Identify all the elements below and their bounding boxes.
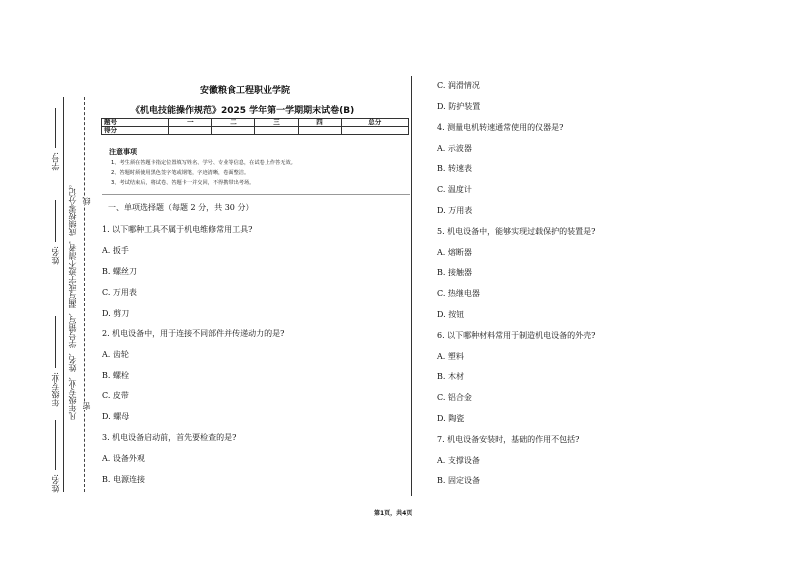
score-table-score-row bbox=[102, 127, 409, 135]
option-text: C. 万用表 bbox=[102, 288, 137, 297]
score-table bbox=[101, 118, 409, 135]
note-item: 1、考生须在答题卡指定位置填写姓名、学号、专业等信息，在试卷上作答无效。 bbox=[111, 160, 296, 166]
question-text: 1. 以下哪种工具不属于机电维修常用工具? bbox=[102, 225, 253, 234]
score-cell[interactable] bbox=[341, 127, 408, 135]
option-text: D. 防护装置 bbox=[437, 102, 481, 111]
score-cell[interactable] bbox=[298, 127, 341, 135]
option-text: A. 塑料 bbox=[437, 352, 464, 361]
column-separator bbox=[411, 76, 412, 496]
option-text: C. 热继电器 bbox=[437, 289, 480, 298]
notes-title: 注意事项 bbox=[109, 148, 137, 156]
score-table-header-row bbox=[102, 119, 409, 127]
score-cell: 一 bbox=[169, 119, 212, 127]
option-text: D. 按钮 bbox=[437, 310, 465, 319]
option-text: B. 螺栓 bbox=[102, 371, 129, 380]
option-text: C. 铝合金 bbox=[437, 393, 472, 402]
option-text: A. 支撑设备 bbox=[437, 456, 480, 465]
option-text: B. 接触器 bbox=[437, 268, 472, 277]
option-text: B. 电源连接 bbox=[102, 475, 145, 484]
name-label: 姓名: bbox=[51, 246, 60, 265]
option-text: D. 陶瓷 bbox=[437, 414, 465, 423]
option-text: D. 螺母 bbox=[102, 412, 130, 421]
option-text: B. 木材 bbox=[437, 372, 464, 381]
seal-dashed-line bbox=[84, 97, 85, 492]
page-number: 第1页，共4页 bbox=[374, 510, 413, 517]
section-heading: 一、单项选择题（每题 2 分，共 30 分） bbox=[108, 203, 254, 212]
option-text: A. 熔断器 bbox=[437, 248, 472, 257]
question-text: 3. 机电设备启动前，首先要检查的是? bbox=[102, 433, 237, 442]
option-text: C. 温度计 bbox=[437, 185, 472, 194]
score-cell[interactable] bbox=[212, 127, 255, 135]
question-text: 4. 测量电机转速通常使用的仪器是? bbox=[437, 123, 564, 132]
name-underline bbox=[55, 200, 56, 242]
option-text: A. 扳手 bbox=[102, 246, 129, 255]
option-text: A. 齿轮 bbox=[102, 350, 129, 359]
question-text: 2. 机电设备中，用于连接不同部件并传递动力的是? bbox=[102, 329, 285, 338]
school-name: 安徽粮食工程职业学院 bbox=[200, 86, 291, 96]
seal-line-mark: 线 bbox=[82, 197, 91, 205]
option-text: B. 螺丝刀 bbox=[102, 267, 137, 276]
option-text: C. 皮带 bbox=[102, 391, 129, 400]
question-text: 6. 以下哪种材料常用于制造机电设备的外壳? bbox=[437, 331, 596, 340]
score-cell: 三 bbox=[255, 119, 298, 127]
question-text: 5. 机电设备中，能够实现过载保护的装置是? bbox=[437, 227, 596, 236]
option-text: B. 转速表 bbox=[437, 164, 472, 173]
student-id-label: 学号: bbox=[51, 152, 60, 171]
seal-dense-mark: 密 bbox=[82, 402, 91, 410]
grade-major-underline bbox=[55, 316, 56, 368]
option-text: D. 万用表 bbox=[437, 206, 473, 215]
score-cell: 二 bbox=[212, 119, 255, 127]
section-divider bbox=[102, 194, 410, 195]
grade-major-label: 年级专业: bbox=[51, 372, 60, 407]
score-cell: 得分 bbox=[102, 127, 169, 135]
score-cell: 题号 bbox=[102, 119, 169, 127]
score-cell[interactable] bbox=[255, 127, 298, 135]
student-id-underline bbox=[55, 108, 56, 148]
signature-underline bbox=[55, 420, 56, 470]
exam-title: 《机电技能操作规范》2025 学年第一学期期末试卷(B) bbox=[131, 106, 355, 116]
option-text: B. 固定设备 bbox=[437, 476, 480, 485]
option-text: D. 剪刀 bbox=[102, 309, 130, 318]
note-item: 2、答题时须使用黑色签字笔或钢笔，字迹清晰，卷面整洁。 bbox=[111, 170, 250, 176]
option-text: C. 润滑情况 bbox=[437, 81, 480, 90]
seal-warning-text: 凡年级专业、姓名、学号错写、漏写或字迹不清者，成绩按零分记。 bbox=[68, 180, 77, 420]
signature-label: 姓名: bbox=[51, 474, 60, 493]
score-cell: 总分 bbox=[341, 119, 408, 127]
note-item: 3、考试结束后，将试卷、答题卡一并交回，不得携带出考场。 bbox=[111, 180, 255, 186]
option-text: A. 设备外观 bbox=[102, 454, 145, 463]
option-text: A. 示波器 bbox=[437, 144, 472, 153]
margin-border-line bbox=[63, 97, 64, 492]
score-cell: 四 bbox=[298, 119, 341, 127]
question-text: 7. 机电设备安装时，基础的作用不包括? bbox=[437, 435, 580, 444]
score-cell[interactable] bbox=[169, 127, 212, 135]
